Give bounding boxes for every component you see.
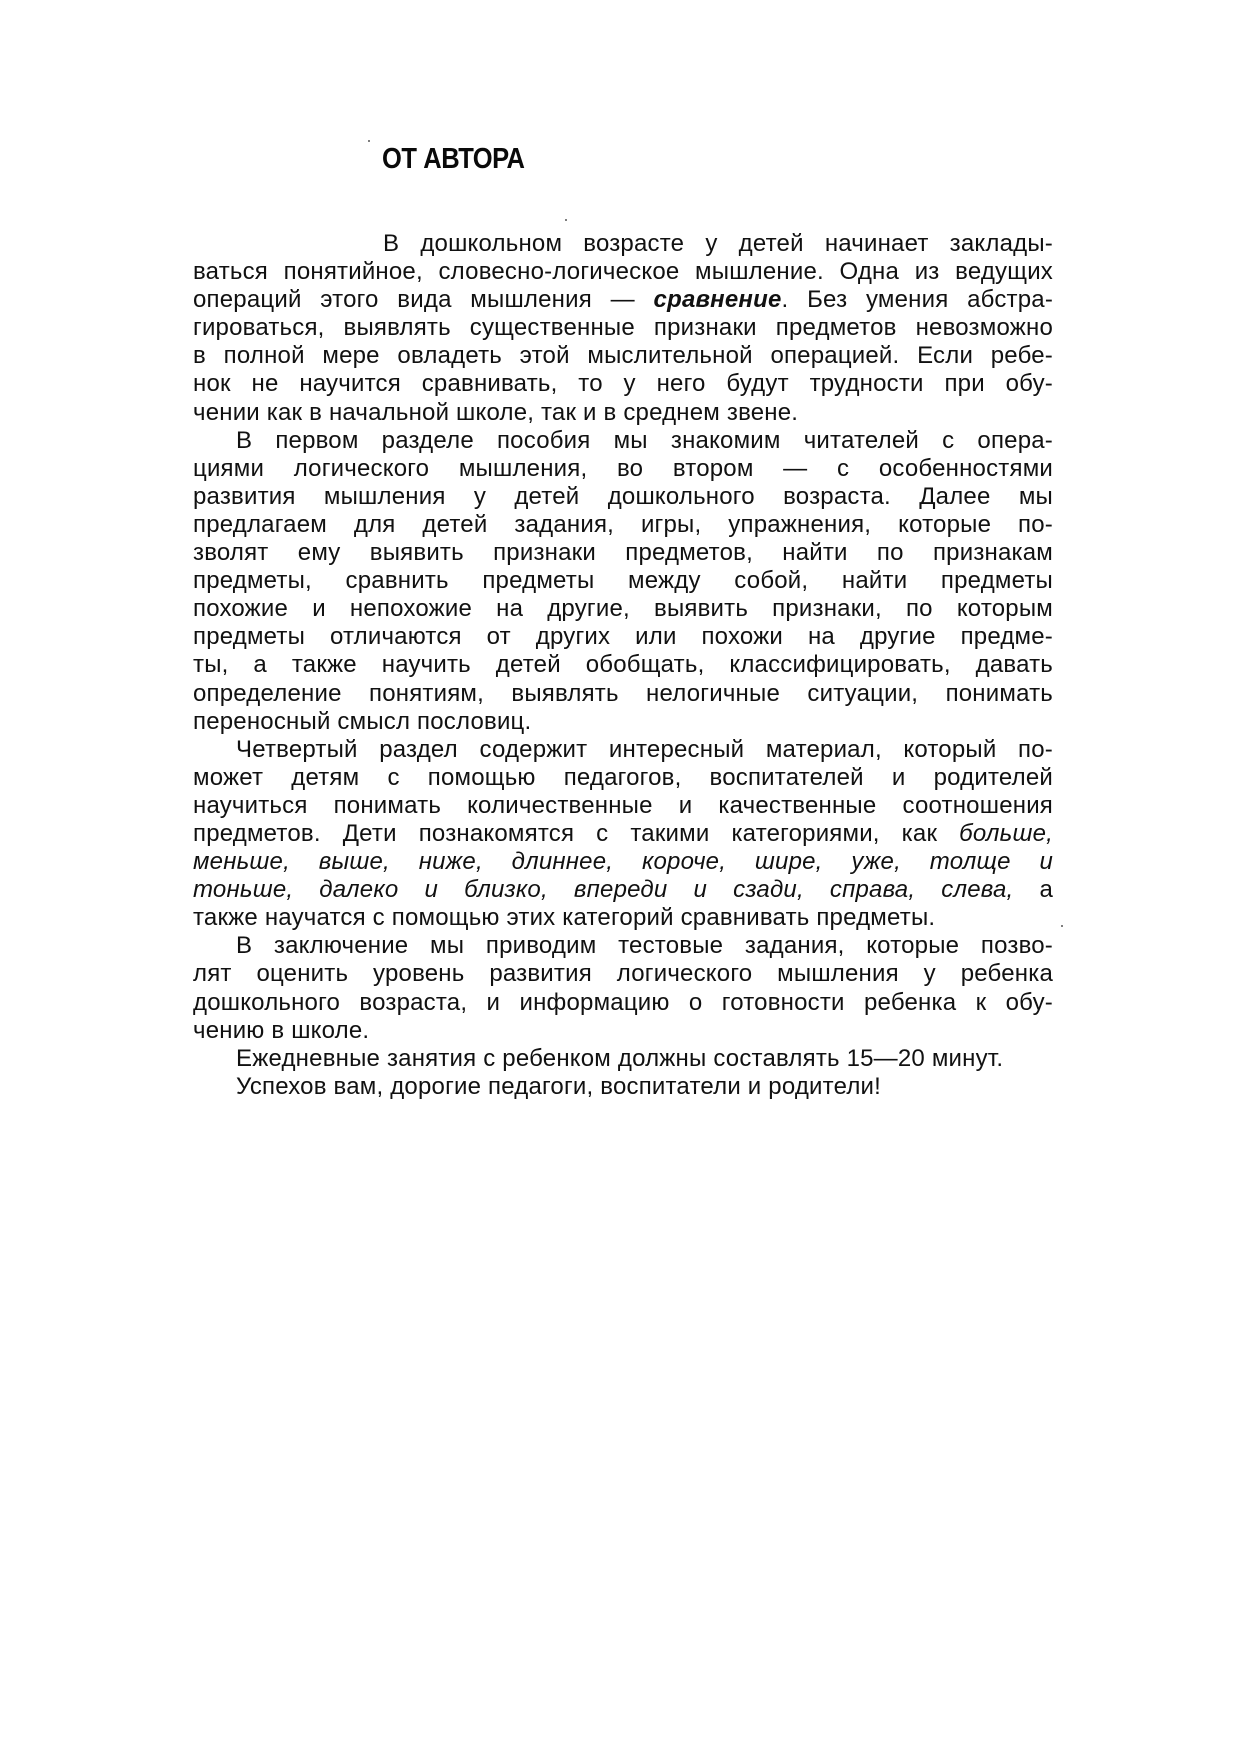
paragraph bbox=[193, 230, 1053, 427]
text-segment: похожие и непохожие на другие, выявить признаки, по которым bbox=[193, 595, 1053, 623]
text-line bbox=[193, 989, 1053, 1017]
text-segment: . Без умения абстра- bbox=[781, 286, 1054, 314]
text-segment: предметы, сравнить предметы между собой, найти предметы bbox=[193, 567, 1053, 595]
paragraph bbox=[193, 932, 1053, 1044]
text-segment: переносный смысл пословиц. bbox=[193, 707, 532, 735]
scan-speck bbox=[368, 140, 370, 142]
emphasized-text: тоньше, далеко и близко, впереди и сзади, справа, слева, bbox=[193, 876, 1014, 904]
text-segment: циями логического мышления, во втором — с особенностями bbox=[193, 454, 1053, 482]
text-segment: а bbox=[1013, 876, 1054, 904]
text-line bbox=[193, 567, 1053, 595]
paragraph bbox=[193, 1045, 1053, 1073]
emphasized-text: меньше, выше, ниже, длиннее, короче, шире, уже, толще и bbox=[193, 848, 1053, 876]
emphasized-text: больше, bbox=[959, 819, 1053, 847]
text-line bbox=[193, 286, 1053, 314]
text-line bbox=[193, 736, 1053, 764]
text-segment: В дошкольном возрасте у детей начинает заклады- bbox=[383, 230, 1053, 257]
text-segment: развития мышления у детей дошкольного возраста. Далее мы bbox=[193, 482, 1053, 510]
text-segment: В заключение мы приводим тестовые задания, которые позво- bbox=[236, 932, 1053, 960]
text-line bbox=[193, 1017, 1053, 1045]
text-line bbox=[193, 932, 1053, 960]
text-line bbox=[193, 623, 1053, 651]
text-line bbox=[193, 680, 1053, 708]
text-segment: может детям с помощью педагогов, воспитателей и родителей bbox=[193, 763, 1053, 791]
text-line bbox=[193, 1045, 1053, 1073]
text-segment: Четвертый раздел содержит интересный материал, который по- bbox=[236, 735, 1053, 763]
text-line bbox=[193, 455, 1053, 483]
text-segment: ваться понятийное, словесно-логическое мышление. Одна из ведущих bbox=[193, 258, 1053, 286]
text-segment: предметы отличаются от других или похожи на другие предме- bbox=[193, 623, 1053, 651]
text-line bbox=[193, 230, 1053, 258]
scan-speck bbox=[565, 219, 567, 221]
text-line bbox=[193, 539, 1053, 567]
text-line bbox=[193, 399, 1053, 427]
paragraph bbox=[193, 1073, 1053, 1101]
paragraph bbox=[193, 736, 1053, 933]
text-segment: нок не научится сравнивать, то у него будут трудности при обу- bbox=[193, 370, 1053, 398]
text-line bbox=[193, 792, 1053, 820]
text-line bbox=[193, 314, 1053, 342]
text-line bbox=[193, 483, 1053, 511]
text-line bbox=[193, 708, 1053, 736]
body-text bbox=[193, 230, 1053, 1101]
text-line bbox=[193, 370, 1053, 398]
text-line bbox=[193, 342, 1053, 370]
text-segment: В первом разделе пособия мы знакомим читателей с опера- bbox=[236, 426, 1053, 454]
text-segment: Ежедневные занятия с ребенком должны составлять 15—20 минут. bbox=[236, 1044, 1004, 1072]
text-line bbox=[193, 651, 1053, 679]
text-segment: ты, а также научить детей обобщать, классифицировать, давать bbox=[193, 651, 1053, 679]
text-line bbox=[193, 427, 1053, 455]
text-segment: научиться понимать количественные и качественные соотношения bbox=[193, 791, 1053, 819]
text-line bbox=[193, 764, 1053, 792]
text-segment: чению в школе. bbox=[193, 1016, 370, 1044]
text-segment: определение понятиям, выявлять нелогичные ситуации, понимать bbox=[193, 679, 1053, 707]
scan-speck bbox=[1061, 925, 1063, 927]
text-segment: Успехов вам, дорогие педагоги, воспитатели и родители! bbox=[236, 1072, 882, 1100]
text-line bbox=[193, 848, 1053, 876]
text-line bbox=[193, 960, 1053, 988]
text-segment: операций этого вида мышления — bbox=[193, 286, 654, 314]
text-segment: чении как в начальной школе, так и в среднем звене. bbox=[193, 398, 799, 426]
text-line bbox=[193, 258, 1053, 286]
paragraph bbox=[193, 427, 1053, 736]
text-line bbox=[193, 595, 1053, 623]
page-title: ОТ АВТОРА bbox=[382, 143, 525, 175]
text-segment: предметов. Дети познакомятся с такими категориями, как bbox=[193, 819, 960, 847]
text-segment: гироваться, выявлять существенные признаки предметов невозможно bbox=[193, 314, 1053, 342]
text-segment: также научатся с помощью этих категорий сравнивать предметы. bbox=[193, 904, 936, 932]
emphasized-text: сравнение bbox=[653, 286, 782, 314]
text-segment: лят оценить уровень развития логического мышления у ребенка bbox=[193, 960, 1053, 988]
text-line bbox=[193, 511, 1053, 539]
text-segment: дошкольного возраста, и информацию о готовности ребенка к обу- bbox=[193, 988, 1053, 1016]
text-line bbox=[193, 820, 1053, 848]
text-line bbox=[193, 1073, 1053, 1101]
text-segment: предлагаем для детей задания, игры, упражнения, которые по- bbox=[193, 510, 1053, 538]
text-line bbox=[193, 904, 1053, 932]
text-segment: зволят ему выявить признаки предметов, найти по признакам bbox=[193, 539, 1053, 567]
text-segment: в полной мере овладеть этой мыслительной операцией. Если ребе- bbox=[193, 342, 1053, 370]
text-line bbox=[193, 876, 1053, 904]
